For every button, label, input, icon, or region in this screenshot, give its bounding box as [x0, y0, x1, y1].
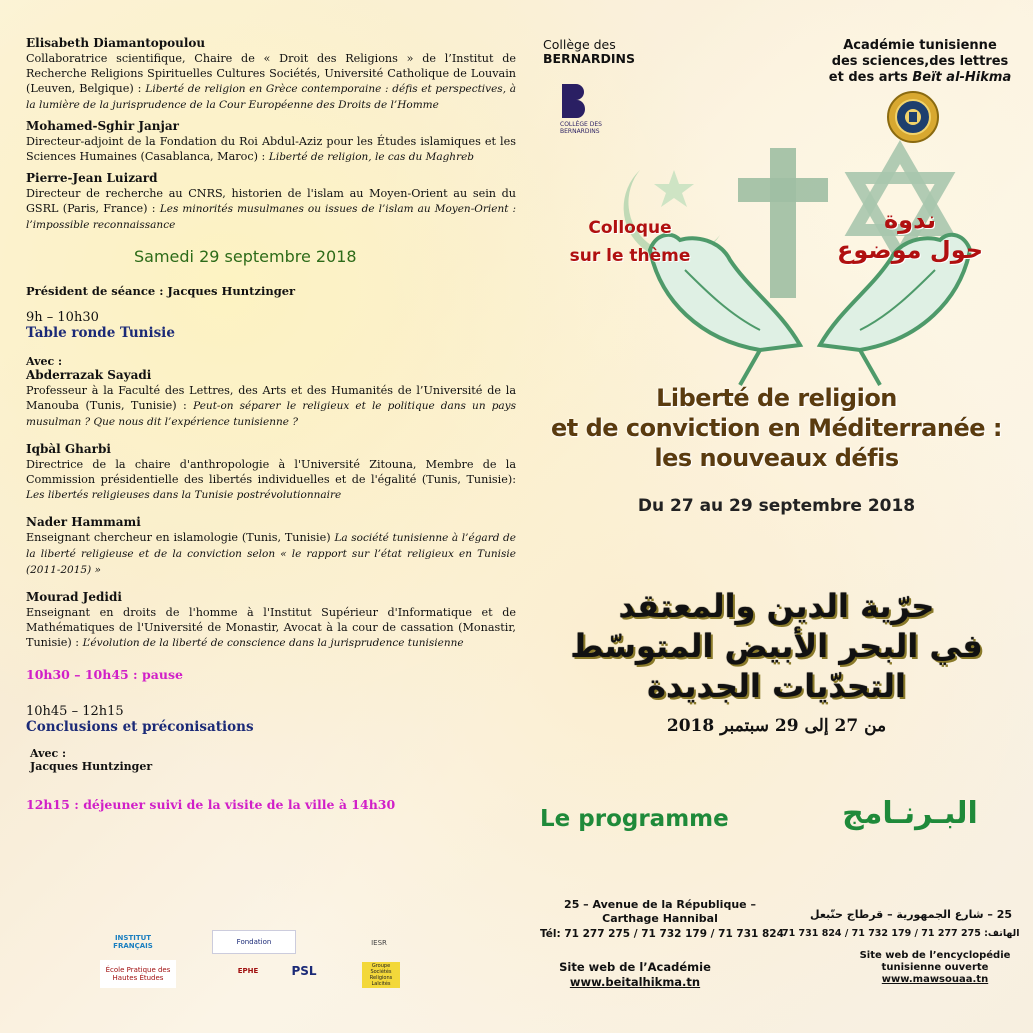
talk-title: La société tunisienne à l’égard de la liberté religieuse et de la conviction selon « le rapport sur l’état religieux en Tunisie (2011-2015) » [26, 532, 516, 576]
arabic-title-line3: التحدّيات الجديدة [647, 667, 906, 705]
colloque-line1: Colloque [588, 218, 672, 238]
day-title: Samedi 29 septembre 2018 [134, 247, 357, 266]
lunch-line: 12h15 : déjeuner suivi de la visite de la ville à 14h30 [26, 797, 396, 812]
address-fr-line2: Carthage Hannibal [602, 912, 718, 925]
speaker-affiliation: Directeur-adjoint de la Fondation du Roi Abdul-Aziz pour les Études islamiques et les Sciences Humaines (Casablanca, Maroc) : [26, 135, 516, 163]
speaker-name: Mohamed-Sghir Janjar [26, 119, 179, 133]
ephe-small-logo: EPHE [237, 967, 259, 975]
session1-time: 9h – 10h30 [26, 310, 99, 325]
speaker-name: Mourad Jedidi [26, 590, 122, 604]
academie-beit: Beït al-Hikma [912, 70, 1012, 85]
fondation-logo: Fondation [212, 930, 296, 954]
arabic-title-line1: حرّية الدين والمعتقد [618, 587, 935, 625]
speaker-description [26, 457, 516, 503]
bernardins-line2: BERNARDINS [543, 51, 635, 66]
title-line2: et de conviction en Méditerranée : [551, 414, 1002, 442]
session2-time: 10h45 – 12h15 [26, 704, 124, 719]
session2-title: Conclusions et préconisations [26, 719, 254, 735]
website-academie [540, 960, 730, 990]
arabic-title-line2: في البحر الأبيض المتوسّط [570, 627, 983, 665]
speaker-name: Nader Hammami [26, 515, 141, 529]
speaker-affiliation: Enseignant en droits de l'homme à l'Institut Supérieur d'Informatique et de Mathématiques de l'Université de Monastir, Avocat à la cour de cassation (Monastir, Tunisie) : [26, 606, 516, 649]
speaker-affiliation: Directeur de recherche au CNRS, historien de l'islam au Moyen-Orient au sein du GSRL (Paris, France) : [26, 187, 516, 215]
bernardins-name [543, 38, 635, 66]
speaker-entry [26, 515, 516, 578]
session1-title: Table ronde Tunisie [26, 325, 175, 341]
bernardins-b-icon [562, 84, 584, 118]
speaker-affiliation: Collaboratrice scientifique, Chaire de « Droit des Religions » de l’Institut de Recherche Religions Spirituelles Cultures Sociétés, Université Catholique de Louvain (Leuven, Belgique) : [26, 52, 516, 95]
speaker-entry [26, 36, 516, 113]
colloquium-title [520, 383, 1033, 473]
programme-fr: Le programme [540, 806, 729, 832]
bernardins-small-text: COLLÈGE DES BERNARDINS [560, 121, 602, 135]
cover-panel [520, 0, 1033, 1033]
program-column [26, 36, 516, 812]
website-encyclopedie-link[interactable]: www.mawsouaa.tn [881, 974, 989, 985]
ephe-logo: École Pratique des Hautes Études [100, 960, 176, 988]
iesr-logo: IESR [371, 939, 387, 947]
programme-ar: البـرنـامج [842, 796, 978, 831]
address-fr-line1: 25 – Avenue de la République – [564, 898, 756, 911]
title-line3: les nouveaux défis [654, 444, 899, 472]
talk-title: Peut-on séparer le religieux et le politique dans un pays musulman ? Que nous dit l’expérience tunisienne ? [26, 400, 517, 428]
psl-logo: PSL [291, 964, 317, 978]
colloquium-dates: Du 27 au 29 septembre 2018 [637, 496, 916, 516]
speaker-description [26, 605, 516, 651]
tel-fr: Tél: 71 277 275 / 71 732 179 / 71 731 824 [540, 928, 784, 940]
speaker-list-session1 [26, 368, 516, 651]
speaker-entry [26, 368, 516, 430]
speaker-description [26, 383, 516, 430]
nadwa-line1: ندوة [884, 206, 936, 234]
institut-francais-logo: INSTITUT FRANÇAIS [113, 934, 153, 950]
speaker-name: Abderrazak Sayadi [26, 368, 152, 382]
speaker-affiliation: Directrice de la chaire d'anthropologie à l'Université Zitouna, Membre de la Commission présidentielle des libertés individuelles et de l'égalité (Tunis, Tunisie): [26, 458, 516, 486]
website-academie-link[interactable]: www.beitalhikma.tn [569, 975, 701, 989]
talk-title: Les minorités musulmanes ou issues de l’islam au Moyen-Orient : l’impossible reconnaissance [26, 203, 517, 231]
colloque-label [560, 214, 700, 270]
arabic-dates: من 27 إلى 29 سبتمبر 2018 [666, 716, 887, 736]
talk-title: L’évolution de la liberté de conscience dans la jurisprudence tunisienne [82, 637, 464, 649]
talk-title: Les libertés religieuses dans la Tunisie postrévolutionnaire [26, 489, 342, 501]
arabic-title [520, 586, 1033, 706]
address-ar: 25 – شارع الجمهورية – قرطاج حنّبعل [810, 908, 1012, 921]
speaker-entry [26, 171, 516, 233]
talk-title: Liberté de religion en Grèce contemporaine : défis et perspectives, à la lumière de la jurisprudence de la Cour Européenne des Droits de l’Homme [26, 83, 516, 111]
speaker-entry [26, 119, 516, 165]
academie-name [820, 38, 1020, 86]
tel-ar: الهاتف: 275 277 71 / 179 732 71 / 824 731 71 [782, 928, 1020, 939]
website-enc-label2: tunisienne ouverte [881, 962, 989, 973]
speaker-entry [26, 590, 516, 651]
session2-speaker: Jacques Huntzinger [30, 760, 153, 773]
speaker-list-friday [26, 36, 516, 233]
session2-avec: Avec : [30, 747, 67, 760]
website-academie-label: Site web de l’Académie [559, 960, 711, 974]
website-encyclopedie [850, 950, 1020, 986]
website-enc-label1: Site web de l’encyclopédie [859, 950, 1011, 961]
speaker-description [26, 530, 516, 578]
session-president: Président de séance : Jacques Huntzinger [26, 284, 296, 298]
gsrl-logo: Groupe Sociétés Religions Laïcités [362, 962, 400, 988]
speaker-description [26, 51, 516, 113]
beit-al-hikma-seal-icon [886, 90, 940, 144]
nadwa-line2: حول موضوع [836, 236, 984, 264]
speaker-description [26, 186, 516, 233]
speaker-name: Iqbàl Gharbi [26, 442, 111, 456]
speaker-description [26, 134, 516, 165]
talk-title: Liberté de religion, le cas du Maghreb [268, 151, 475, 163]
speaker-name: Elisabeth Diamantopoulou [26, 36, 206, 50]
speaker-name: Pierre-Jean Luizard [26, 171, 158, 185]
bernardins-line1: Collège des [543, 37, 616, 52]
nadwa-label [815, 205, 1005, 265]
speaker-entry [26, 442, 516, 503]
pause-line: 10h30 – 10h45 : pause [26, 667, 183, 682]
speaker-affiliation: Enseignant chercheur en islamologie (Tunis, Tunisie) [26, 531, 335, 544]
colloque-line2: sur le thème [569, 246, 691, 266]
address-fr [540, 898, 780, 926]
academie-line1: Académie tunisienne [843, 38, 997, 53]
session1-avec: Avec : [26, 355, 63, 368]
title-line1: Liberté de religion [656, 384, 897, 412]
speaker-affiliation: Professeur à la Faculté des Lettres, des Arts et des Humanités de l’Université de la Manouba (Tunis, Tunisie) : [26, 384, 516, 412]
academie-line3: et des arts [828, 70, 913, 85]
academie-line2: des sciences,des lettres [831, 54, 1009, 69]
